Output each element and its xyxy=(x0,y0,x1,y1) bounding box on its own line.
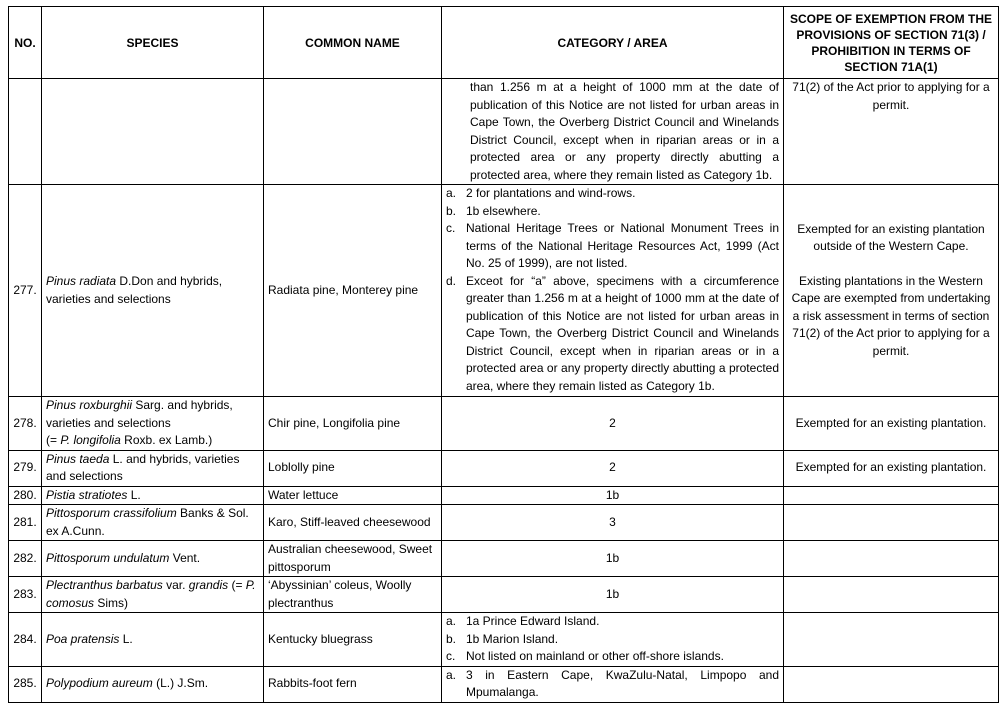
header-species: SPECIES xyxy=(42,7,264,79)
species-name-italic: Pittosporum crassifolium xyxy=(46,506,177,520)
category-list-item: a. 2 for plantations and wind-rows. xyxy=(446,186,636,200)
category-list-item: c. Not listed on mainland or other off-shore islands. xyxy=(446,649,724,663)
category-cell: 1b xyxy=(442,577,784,613)
species-cell xyxy=(42,505,264,541)
species-name-rest: L. xyxy=(119,631,133,646)
table-row xyxy=(9,397,999,451)
category-cell xyxy=(442,79,784,185)
scope-cell: Exempted for an existing plantation. xyxy=(784,450,999,486)
species-name-rest: Sims) xyxy=(94,595,129,610)
common-name-cell xyxy=(264,79,442,185)
common-name-cell: Loblolly pine xyxy=(264,450,442,486)
header-no: NO. xyxy=(9,7,42,79)
species-name-part: (= xyxy=(228,578,246,592)
species-name-italic: Pittosporum undulatum xyxy=(46,550,170,565)
table-row xyxy=(9,79,999,185)
species-name-part: var. xyxy=(162,578,189,592)
species-cell xyxy=(42,577,264,613)
species-name-italic: P. comosus xyxy=(46,578,256,610)
table-row xyxy=(9,541,999,577)
category-continuation-text: than 1.256 m at a height of 1000 mm at the date of publication of this Notice are not listed for urban areas in Cape Town, the Overberg District Council and Winelands District Council, except when in riparian areas or in a protected area or any property directly abutting a protected area, where they remain listed as Category 1b. xyxy=(470,80,779,182)
common-name-cell: Rabbits-foot fern xyxy=(264,666,442,702)
row-number-cell: 281. xyxy=(9,505,42,541)
common-name-cell: Karo, Stiff-leaved cheesewood xyxy=(264,505,442,541)
table-row xyxy=(9,613,999,667)
species-cell xyxy=(42,79,264,185)
scope-cell xyxy=(784,613,999,667)
species-cell xyxy=(42,450,264,486)
species-name-italic: Pistia stratiotes xyxy=(46,487,128,502)
species-name-rest: L. xyxy=(127,487,141,502)
common-name-cell: Water lettuce xyxy=(264,486,442,505)
species-synonym-rest: Roxb. ex Lamb.) xyxy=(120,433,213,447)
common-name-cell: Radiata pine, Monterey pine xyxy=(264,185,442,397)
species-name-rest: D.Don and hybrids, varieties and selections xyxy=(46,274,223,306)
category-cell: 2 xyxy=(442,397,784,451)
header-scope-of-exemption: SCOPE OF EXEMPTION FROM THE PROVISIONS OF SECTION 71(3) / PROHIBITION IN TERMS OF SECTION 71A(1) xyxy=(784,7,999,79)
row-number-cell xyxy=(9,79,42,185)
category-list xyxy=(446,667,779,702)
category-list-item: b. 1b elsewhere. xyxy=(446,203,541,218)
table-row xyxy=(9,666,999,702)
category-list-item: b. 1b Marion Island. xyxy=(446,631,559,646)
category-list-item: a. 3 in Eastern Cape, KwaZulu-Natal, Limpopo and Mpumalanga. xyxy=(446,667,779,699)
scope-cell xyxy=(784,577,999,613)
species-name-italic: Polypodium aureum xyxy=(46,676,153,691)
category-list-item: a. 1a Prince Edward Island. xyxy=(446,614,600,628)
header-category-area: CATEGORY / AREA xyxy=(442,7,784,79)
species-name-rest: Sarg. and hybrids, varieties and selections xyxy=(46,398,233,430)
category-list-item: c. National Heritage Trees or National Monument Trees in terms of the National Heritage Resources Act, 1999 (Act No. 25 of 1999), are not listed. xyxy=(446,221,779,270)
category-cell: 1b xyxy=(442,541,784,577)
scope-cell: Exempted for an existing plantation. xyxy=(784,397,999,451)
scope-cell xyxy=(784,505,999,541)
row-number-cell: 278. xyxy=(9,397,42,451)
species-cell xyxy=(42,397,264,451)
common-name-cell: Chir pine, Longifolia pine xyxy=(264,397,442,451)
category-cell: 2 xyxy=(442,450,784,486)
table-row xyxy=(9,486,999,505)
species-cell xyxy=(42,486,264,505)
category-cell: 3 xyxy=(442,505,784,541)
row-number-cell: 285. xyxy=(9,666,42,702)
row-number-cell: 282. xyxy=(9,541,42,577)
row-number-cell: 280. xyxy=(9,486,42,505)
species-name-italic: grandis xyxy=(188,578,229,592)
species-cell xyxy=(42,541,264,577)
row-number-cell: 284. xyxy=(9,613,42,667)
species-synonym-italic: P. longifolia xyxy=(60,433,121,447)
category-cell xyxy=(442,185,784,397)
category-list-item: d. Exceot for “a” above, specimens with a circumference greater than 1.256 m at a height of 1000 mm at the date of publication of this Notice are not listed for urban areas in Cape Town, the Overberg District Council and Winelands District Council, except when in riparian areas or in a protected area or any property directly abutting a protected area, where they remain listed as Category 1b. xyxy=(446,273,779,393)
category-cell xyxy=(442,613,784,667)
species-name-rest: (L.) J.Sm. xyxy=(152,676,209,691)
species-cell xyxy=(42,185,264,397)
header-row xyxy=(9,7,999,79)
species-name-rest: L. and hybrids, varieties and selections xyxy=(46,451,240,483)
species-cell xyxy=(42,666,264,702)
species-name-rest: Banks & Sol. ex A.Cunn. xyxy=(46,506,249,538)
table-row xyxy=(9,577,999,613)
common-name-cell: ‘Abyssinian’ coleus, Woolly plectranthus xyxy=(264,577,442,613)
table-row xyxy=(9,450,999,486)
species-name-italic: Plectranthus barbatus xyxy=(46,578,163,592)
species-name-italic: Poa pratensis xyxy=(46,631,120,646)
species-table xyxy=(8,6,999,703)
row-number-cell: 277. xyxy=(9,185,42,397)
scope-cell xyxy=(784,486,999,505)
common-name-cell: Kentucky bluegrass xyxy=(264,613,442,667)
scope-cell xyxy=(784,79,999,185)
row-number-cell: 283. xyxy=(9,577,42,613)
species-name-italic: Pinus taeda xyxy=(46,451,110,466)
header-common-name: COMMON NAME xyxy=(264,7,442,79)
common-name-cell: Australian cheesewood, Sweet pittosporum xyxy=(264,541,442,577)
table-row xyxy=(9,505,999,541)
scope-cell xyxy=(784,666,999,702)
category-cell: 1b xyxy=(442,486,784,505)
species-name-italic: Pinus radiata xyxy=(46,274,117,288)
scope-cell xyxy=(784,185,999,397)
table-row xyxy=(9,185,999,397)
scope-text: 71(2) of the Act prior to applying for a permit. xyxy=(792,80,990,112)
scope-paragraph: Existing plantations in the Western Cape are exempted from undertaking a risk assessment in terms of section 71(2) of the Act prior to applying for a permit. xyxy=(791,273,991,358)
species-synonym-open: (= xyxy=(46,433,61,447)
row-number-cell: 279. xyxy=(9,450,42,486)
species-name-rest: Vent. xyxy=(169,550,201,565)
category-list xyxy=(446,185,779,395)
scope-paragraph: Exempted for an existing plantation outside of the Western Cape. xyxy=(797,221,985,254)
species-name-italic: Pinus roxburghii xyxy=(46,398,133,412)
scope-cell xyxy=(784,541,999,577)
species-cell xyxy=(42,613,264,667)
category-list xyxy=(446,613,779,666)
category-cell xyxy=(442,666,784,702)
